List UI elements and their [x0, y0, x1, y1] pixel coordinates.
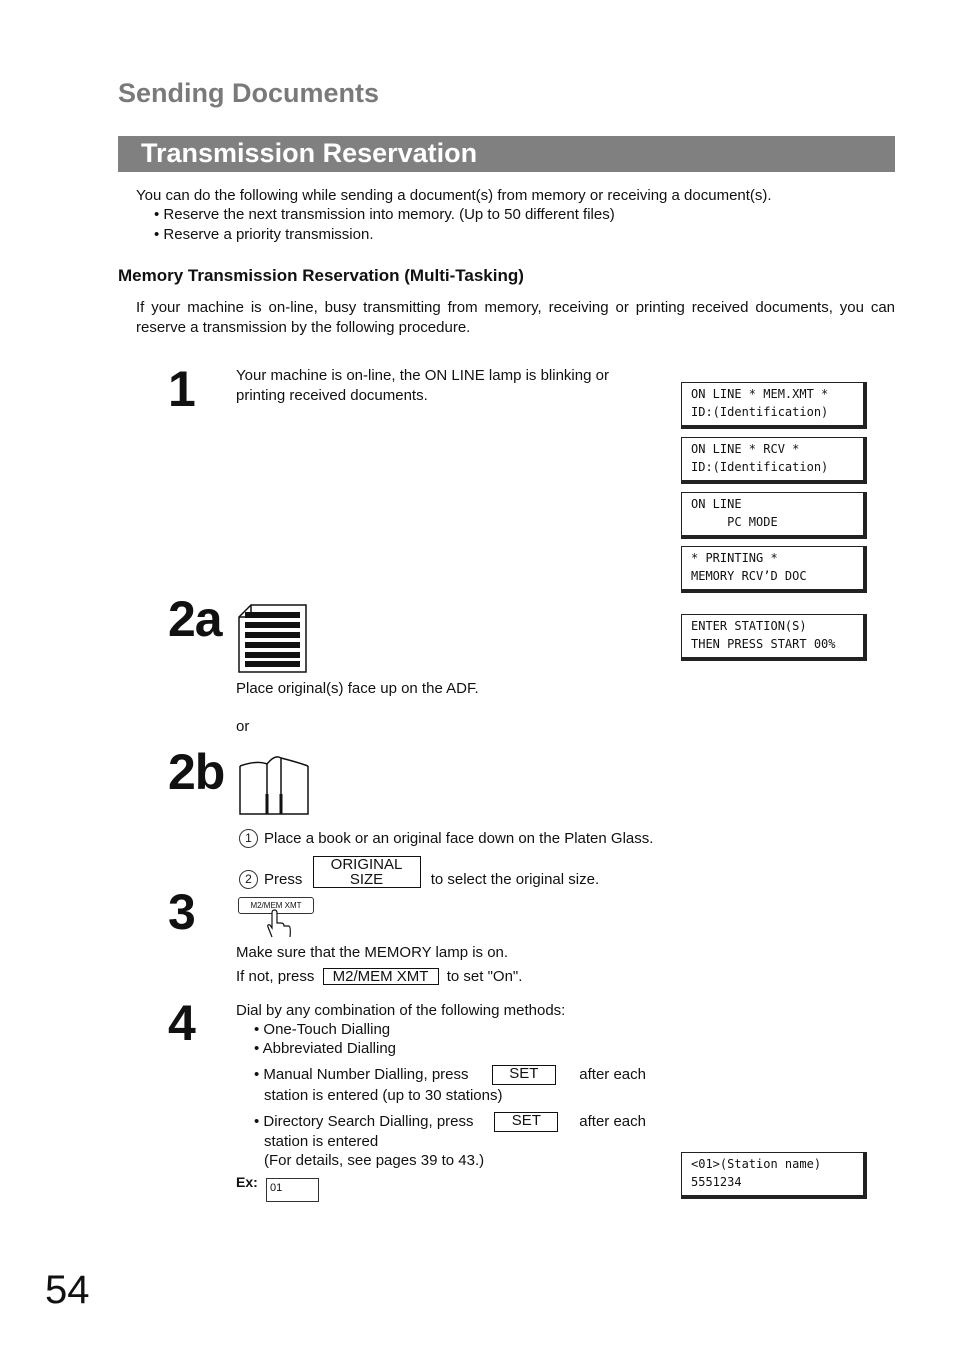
step-3-line-1: Make sure that the MEMORY lamp is on.	[236, 944, 509, 961]
step-4-bullet-3-line-2: station is entered (up to 30 stations)	[264, 1087, 503, 1104]
page-number: 54	[45, 1268, 90, 1312]
subsection-paragraph: If your machine is on-line, busy transmitting from memory, receiving or printing received documents, you can reserve a transmission by the following procedure.	[136, 299, 895, 336]
lcd-line: ENTER STATION(S)	[691, 619, 807, 633]
page-title: Transmission Reservation	[141, 138, 478, 168]
step-2b-item-2-suffix: to select the original size.	[430, 871, 600, 888]
step-2b-item-2	[239, 856, 599, 890]
lcd-line: ON LINE * MEM.XMT *	[691, 387, 829, 401]
lcd-line: ON LINE * RCV *	[691, 442, 800, 456]
step-3-suffix: to set "On".	[446, 968, 523, 985]
original-size-key: ORIGINAL SIZE	[313, 856, 421, 888]
mem-xmt-key: M2/MEM XMT	[323, 968, 439, 985]
step-2b-item-1	[239, 829, 653, 849]
step-1-number: 1	[168, 361, 195, 417]
step-2a-text: Place original(s) face up on the ADF.	[236, 680, 479, 697]
lcd-line: ON LINE	[691, 497, 742, 511]
adf-document-icon	[237, 603, 309, 675]
step-4-bullet-4-suffix: after each	[579, 1113, 646, 1130]
step-4-bullet-1: • One-Touch Dialling	[254, 1021, 391, 1038]
step-4-bullet-3-suffix: after each	[579, 1066, 646, 1083]
step-4-bullet-3	[254, 1065, 646, 1085]
step-4-bullet-4-line-2: station is entered	[264, 1133, 379, 1150]
step-1-text: Your machine is on-line, the ON LINE lamp is blinking or printing received documents.	[236, 367, 609, 404]
set-key: SET	[494, 1112, 558, 1132]
step-4-intro: Dial by any combination of the following methods:	[236, 1002, 566, 1019]
intro-bullet-1: • Reserve the next transmission into memory. (Up to 50 different files)	[154, 206, 615, 223]
step-4-bullet-4-line-3: (For details, see pages 39 to 43.)	[264, 1152, 485, 1169]
lcd-line: * PRINTING *	[691, 551, 778, 565]
mem-xmt-key-label-2: MEM XMT	[263, 901, 302, 910]
lcd-display-rcv	[681, 437, 867, 484]
lcd-line: ID:(Identification)	[691, 460, 829, 474]
lcd-line: PC MODE	[691, 515, 778, 529]
section-title: Sending Documents	[118, 78, 380, 108]
press-text: Press	[264, 871, 303, 888]
intro-bullet-2: • Reserve a priority transmission.	[154, 226, 374, 243]
lcd-display-pc-mode	[681, 492, 867, 539]
lcd-line: MEMORY RCV’D DOC	[691, 569, 807, 583]
example-label: Ex:	[236, 1174, 258, 1190]
step-3-line-2	[236, 967, 522, 987]
step-2a-number: 2a	[168, 591, 222, 647]
or-text: or	[236, 718, 250, 735]
lcd-line: THEN PRESS START 00%	[691, 637, 836, 651]
lcd-line: ID:(Identification)	[691, 405, 829, 419]
intro-text: You can do the following while sending a document(s) from memory or receiving a document(s).	[136, 187, 772, 204]
lcd-display-mem-xmt	[681, 382, 867, 429]
subsection-title: Memory Transmission Reservation (Multi-Tasking)	[118, 266, 524, 285]
set-key: SET	[492, 1065, 556, 1085]
step-3-number: 3	[168, 884, 195, 940]
step-2b-number: 2b	[168, 744, 225, 800]
lcd-display-enter-station	[681, 614, 867, 661]
lcd-line: 5551234	[691, 1175, 742, 1189]
step-4-number: 4	[168, 995, 195, 1051]
book-icon	[237, 754, 311, 818]
finger-press-icon	[264, 909, 294, 939]
one-touch-key-example: 01	[266, 1178, 319, 1202]
lcd-display-station-name	[681, 1152, 867, 1199]
step-4-bullet-4	[254, 1112, 646, 1132]
step-2b-item-1-text: Place a book or an original face down on the Platen Glass.	[264, 830, 654, 847]
step-3-press-text: If not, press	[236, 968, 315, 985]
lcd-display-printing	[681, 546, 867, 593]
step-4-bullet-2: • Abbreviated Dialling	[254, 1040, 397, 1057]
step-4-bullet-4-text: • Directory Search Dialling, press	[254, 1113, 474, 1130]
step-4-bullet-3-text: • Manual Number Dialling, press	[254, 1066, 469, 1083]
number-circle: 1	[239, 829, 258, 848]
lcd-line: <01>(Station name)	[691, 1157, 822, 1171]
mem-xmt-key-label: M2/	[250, 901, 264, 910]
number-circle: 2	[239, 870, 258, 889]
